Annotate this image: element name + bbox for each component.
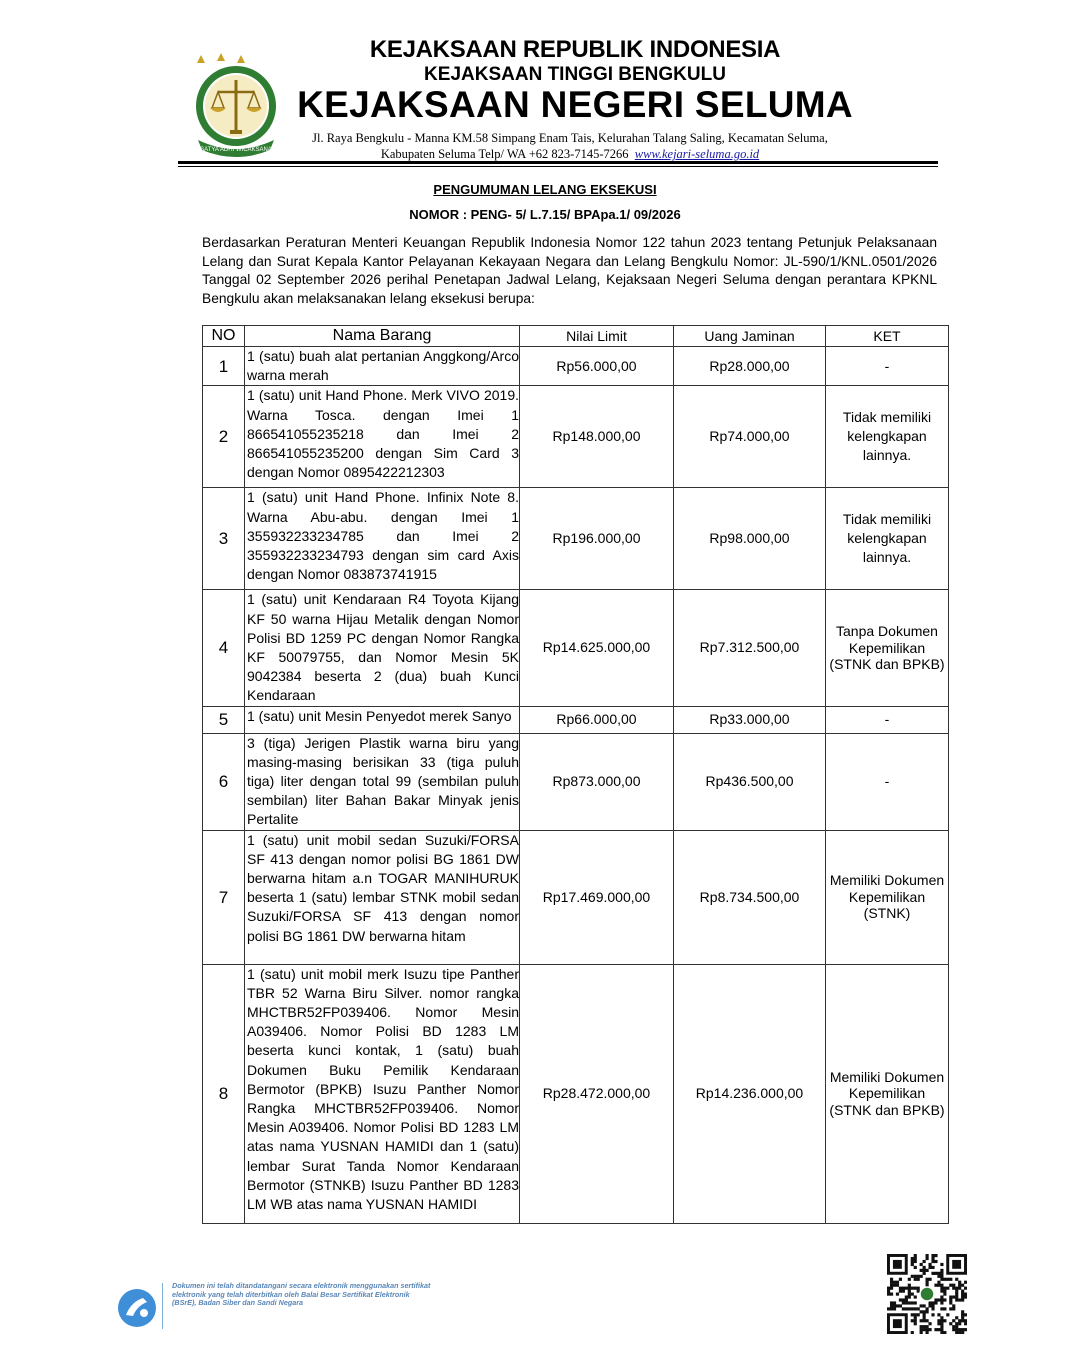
header-item-name: Nama Barang [245, 326, 520, 347]
row-note: Tanpa Dokumen Kepemilikan (STNK dan BPKB) [826, 590, 949, 706]
website-link[interactable]: www.kejari-seluma.go.id [634, 147, 760, 161]
table-row [203, 964, 949, 1223]
table-row [203, 733, 949, 830]
row-deposit: Rp28.000,00 [674, 347, 826, 386]
kejaksaan-emblem-logo [186, 50, 286, 158]
row-limit-value: Rp28.472.000,00 [520, 964, 674, 1223]
auction-items-table [202, 325, 949, 1224]
header-address-line1: Jl. Raya Bengkulu - Manna KM.58 Simpang Enam Tais, Kelurahan Talang Saling, Kecamatan Seluma, [312, 131, 828, 145]
qr-code-icon [887, 1254, 967, 1334]
row-note: - [826, 733, 949, 830]
row-limit-value: Rp148.000,00 [520, 386, 674, 488]
table-row [203, 386, 949, 488]
header-institution: KEJAKSAAN REPUBLIK INDONESIA [369, 36, 781, 63]
row-deposit: Rp33.000,00 [674, 706, 826, 733]
header-district-prosecutor: KEJAKSAAN NEGERI SELUMA [297, 84, 853, 125]
row-item-description: 1 (satu) unit Hand Phone. Merk VIVO 2019. Warna Tosca. dengan Imei 1 866541055235218 dan Imei 2 866541055235200 dengan Sim Card 3 dengan Nomor 0895422212303 [245, 386, 520, 488]
table-row [203, 590, 949, 706]
row-deposit: Rp14.236.000,00 [674, 964, 826, 1223]
header-limit-value: Nilai Limit [520, 326, 674, 347]
esign-notice: Dokumen ini telah ditandatangani secara elektronik menggunakan sertifikat elektronik yang telah diterbitkan oleh Balai Besar Sertifikat Elektronik (BSrE), Badan Siber dan Sandi Negara [172, 1281, 431, 1308]
header-deposit: Uang Jaminan [674, 326, 826, 347]
row-limit-value: Rp873.000,00 [520, 733, 674, 830]
row-item-description: 1 (satu) buah alat pertanian Anggkong/Arco warna merah [245, 347, 520, 386]
header-rule-thin [178, 166, 938, 167]
row-number: 3 [203, 488, 245, 590]
table-row [203, 706, 949, 733]
row-number: 7 [203, 830, 245, 964]
document-title: PENGUMUMAN LELANG EKSEKUSI [433, 182, 657, 197]
row-note: - [826, 347, 949, 386]
header-no: NO [203, 326, 245, 347]
header-phone: Kabupaten Seluma Telp/ WA +62 823-7145-7266 [380, 147, 629, 161]
table-row [203, 488, 949, 590]
row-deposit: Rp436.500,00 [674, 733, 826, 830]
row-limit-value: Rp56.000,00 [520, 347, 674, 386]
table-row [203, 830, 949, 964]
row-deposit: Rp98.000,00 [674, 488, 826, 590]
intro-paragraph: Berdasarkan Peraturan Menteri Keuangan Republik Indonesia Nomor 122 tahun 2023 tentang Petunjuk Pelaksanaan Lelang dan Surat Kepala Kantor Pelayanan Kekayaan Negara dan Lelang Bengkulu Nomor: JL-590/1/KNL.0501/2026 Tanggal 02 September 2026 perihal Penetapan Jadwal Lelang, Kejaksaan Negeri Seluma dengan perantara KPKNL Bengkulu akan melaksanakan lelang eksekusi berupa: [202, 235, 937, 306]
row-item-description: 1 (satu) unit Hand Phone. Infinix Note 8. Warna Abu-abu. dengan Imei 1 355932233234785 dan Imei 2 355932233234793 dengan sim card Axis dengan Nomor 083873741915 [245, 488, 520, 590]
row-item-description: 3 (tiga) Jerigen Plastik warna biru yang masing-masing berisikan 33 (tiga puluh tiga) liter dengan total 99 (sembilan puluh sembilan) liter Bahan Bakar Minyak jenis Pertalite [245, 733, 520, 830]
row-note: - [826, 706, 949, 733]
row-limit-value: Rp66.000,00 [520, 706, 674, 733]
row-number: 8 [203, 964, 245, 1223]
row-item-description: 1 (satu) unit Mesin Penyedot merek Sanyo [245, 706, 520, 733]
row-number: 4 [203, 590, 245, 706]
row-limit-value: Rp17.469.000,00 [520, 830, 674, 964]
table-row [203, 347, 949, 386]
row-note: Tidak memiliki kelengkapan lainnya. [826, 488, 949, 590]
row-limit-value: Rp14.625.000,00 [520, 590, 674, 706]
header-note: KET [826, 326, 949, 347]
row-number: 1 [203, 347, 245, 386]
row-number: 5 [203, 706, 245, 733]
row-number: 2 [203, 386, 245, 488]
document-number: NOMOR : PENG- 5/ L.7.15/ BPApa.1/ 09/2026 [409, 207, 681, 222]
bsre-divider [162, 1283, 163, 1329]
row-deposit: Rp74.000,00 [674, 386, 826, 488]
row-note: Memiliki Dokumen Kepemilikan (STNK) [826, 830, 949, 964]
bsre-logo-icon [117, 1288, 157, 1328]
header-rule-thick [178, 161, 938, 164]
row-deposit: Rp7.312.500,00 [674, 590, 826, 706]
row-item-description: 1 (satu) unit mobil sedan Suzuki/FORSA SF 413 dengan nomor polisi BG 1861 DW berwarna hitam a.n TOGAR MANIHURUK beserta 1 (satu) lembar STNK mobil sedan Suzuki/FORSA SF 413 dengan nomor polisi BG 1861 DW berwarna hitam [245, 830, 520, 964]
table-header-row [203, 326, 949, 347]
row-note: Tidak memiliki kelengkapan lainnya. [826, 386, 949, 488]
row-item-description: 1 (satu) unit Kendaraan R4 Toyota Kijang KF 50 warna Hijau Metalik dengan Nomor Polisi BD 1259 PC dengan Nomor Rangka KF 50079755, dan Nomor Mesin 5K 9042384 beserta 2 (dua) buah Kunci Kendaraan [245, 590, 520, 706]
header-high-prosecutor: KEJAKSAAN TINGGI BENGKULU [424, 64, 726, 85]
header-address-line2 [300, 147, 840, 162]
row-item-description: 1 (satu) unit mobil merk Isuzu tipe Panther TBR 52 Warna Biru Silver. nomor rangka MHCTBR52FP039406. Nomor Mesin A039406. Nomor Polisi BD 1283 LM beserta kunci kontak, 1 (satu) buah Dokumen Buku Pemilik Kendaraan Bermotor (BPKB) Isuzu Panther Nomor Rangka MHCTBR52FP039406. Nomor Mesin A039406. Nomor Polisi BD 1283 LM atas nama YUSNAN HAMIDI dan 1 (satu) lembar Surat Tanda Nomor Kendaraan Bermotor (STNKB) Isuzu Panther BD 1283 LM WB atas nama YUSNAN HAMIDI [245, 964, 520, 1223]
row-note: Memiliki Dokumen Kepemilikan (STNK dan BPKB) [826, 964, 949, 1223]
row-deposit: Rp8.734.500,00 [674, 830, 826, 964]
logo-motto-text: SATYA ADHI WICAKSANA [200, 147, 272, 153]
row-number: 6 [203, 733, 245, 830]
row-limit-value: Rp196.000,00 [520, 488, 674, 590]
